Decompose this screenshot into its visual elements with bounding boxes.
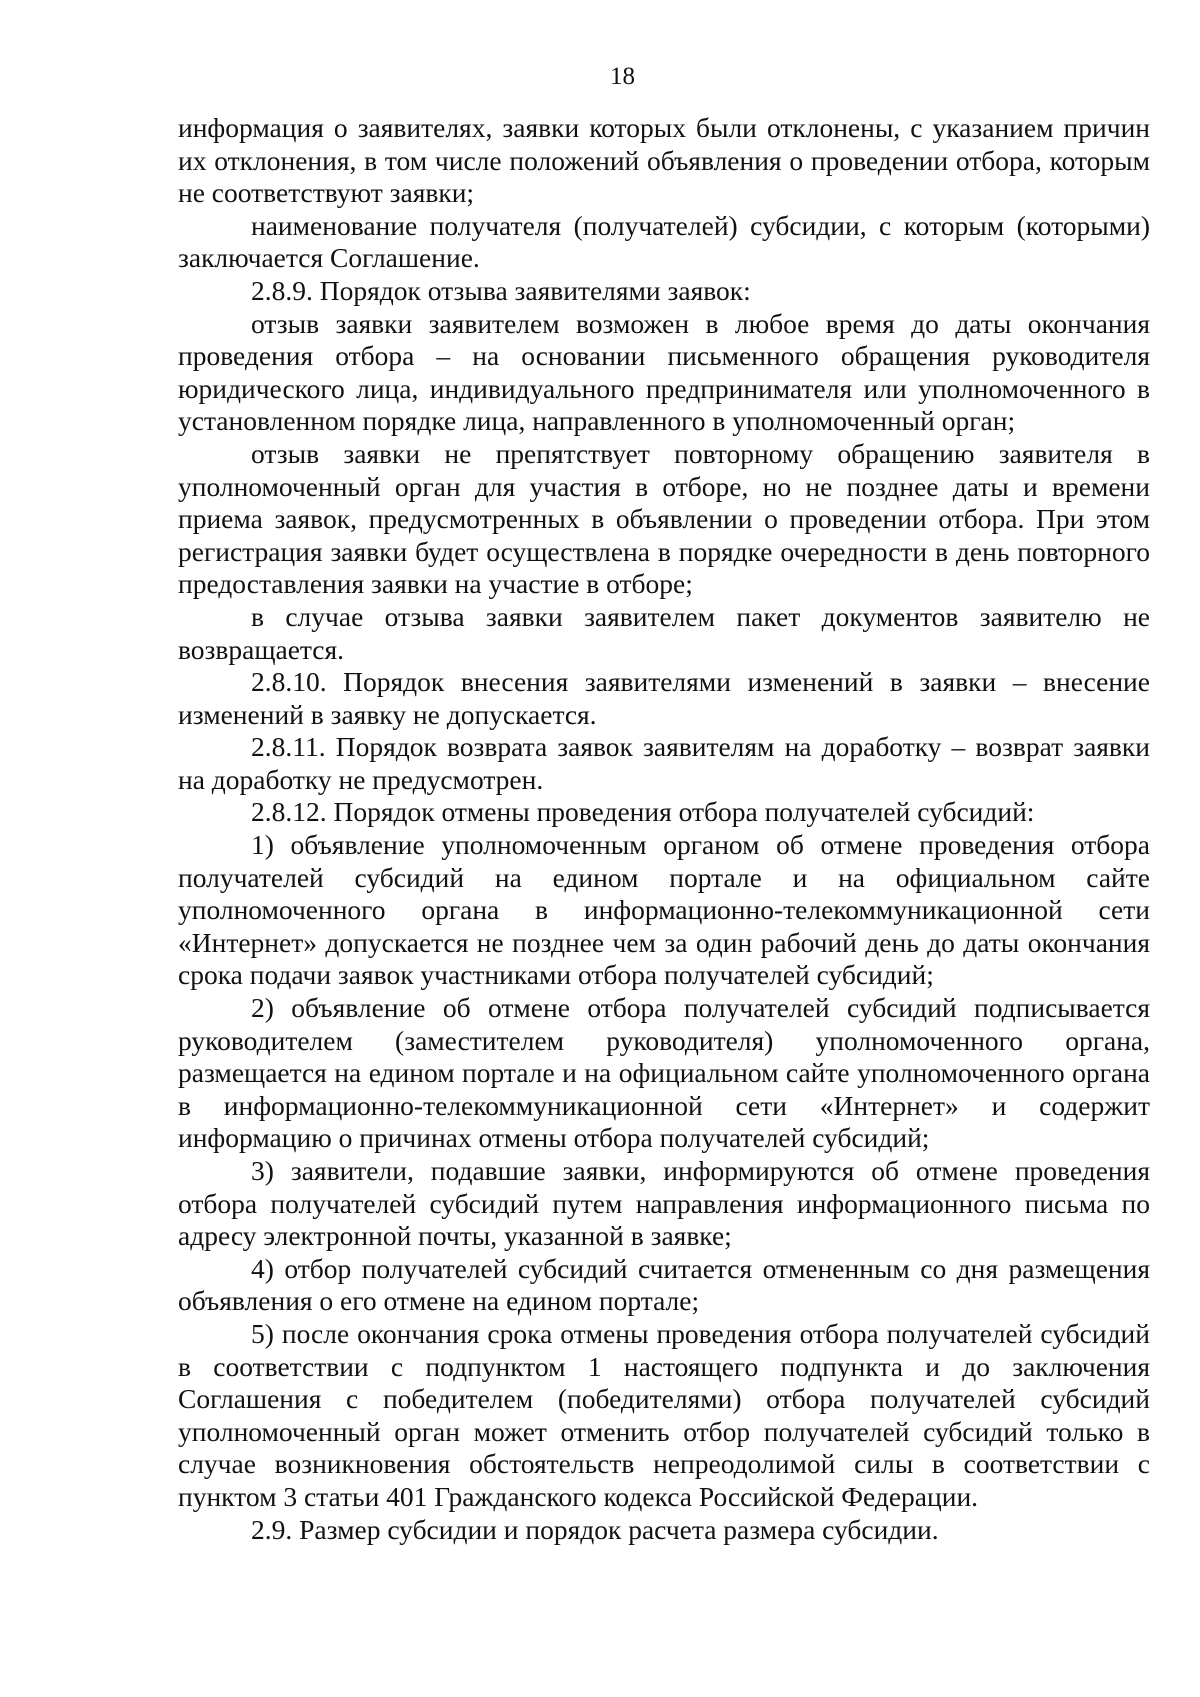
paragraph-recipient-name: наименование получателя (получателей) субсидии, с которым (которыми) заключается Соглашение. <box>178 209 1150 274</box>
list-item-3: 3) заявители, подавшие заявки, информируются об отмене проведения отбора получателей субсидий путем направления информационного письма по адресу электронной почты, указанной в заявке; <box>178 1155 1150 1252</box>
section-heading-2-8-12: 2.8.12. Порядок отмены проведения отбора получателей субсидий: <box>251 796 1035 828</box>
section-heading-2-8-9: 2.8.9. Порядок отзыва заявителями заявок: <box>251 274 751 306</box>
section-heading-2-9: 2.9. Размер субсидии и порядок расчета размера субсидии. <box>251 1513 939 1545</box>
document-body <box>178 112 1150 1546</box>
section-heading-2-8-10: 2.8.10. Порядок внесения заявителями изменений в заявки – внесение изменений в заявку не допускается. <box>178 666 1150 730</box>
paragraph-documents-not-returned: в случае отзыва заявки заявителем пакет документов заявителю не возвращается. <box>178 600 1150 665</box>
list-item-1: 1) объявление уполномоченным органом об отмене проведения отбора получателей субсидий на едином портале и на официальном сайте уполномоченного органа в информационно-телекоммуникационной сети «Интернет» допускается не позднее чем за один рабочий день до даты окончания срока подачи заявок участниками отбора получателей субсидий; <box>178 829 1150 991</box>
paragraph-rejected-applicants-info: информация о заявителях, заявки которых были отклонены, с указанием причин их отклонения, в том числе положений объявления о проведении отбора, которым не соответствуют заявки; <box>178 112 1150 209</box>
list-item-4: 4) отбор получателей субсидий считается отмененным со дня размещения объявления о его отмене на едином портале; <box>178 1252 1150 1317</box>
paragraph-withdrawal-any-time: отзыв заявки заявителем возможен в любое время до даты окончания проведения отбора – на основании письменного обращения руководителя юридического лица, индивидуального предпринимателя или уполномоченного в установленном порядке лица, направленного в уполномоченный орган; <box>178 307 1150 437</box>
list-item-2: 2) объявление об отмене отбора получателей субсидий подписывается руководителем (заместителем руководителя) уполномоченного органа, размещается на едином портале и на официальном сайте уполномоченного органа в информационно-телекоммуникационной сети «Интернет» и содержит информацию о причинах отмены отбора получателей субсидий; <box>178 992 1150 1154</box>
page-number: 18 <box>610 63 635 90</box>
paragraph-withdrawal-resubmission: отзыв заявки не препятствует повторному обращению заявителя в уполномоченный орган для участия в отборе, но не позднее даты и времени приема заявок, предусмотренных в объявлении о проведении отбора. При этом регистрация заявки будет осуществлена в порядке очередности в день повторного предоставления заявки на участие в отборе; <box>178 437 1150 600</box>
section-heading-2-8-11: 2.8.11. Порядок возврата заявок заявителям на доработку – возврат заявки на доработку не предусмотрен. <box>178 731 1150 795</box>
list-item-5: 5) после окончания срока отмены проведения отбора получателей субсидий в соответствии с подпунктом 1 настоящего подпункта и до заключения Соглашения с победителем (победителями) отбора получателей субсидий уполномоченный орган может отменить отбор получателей субсидий только в случае возникновения обстоятельств непреодолимой силы в соответствии с пунктом 3 статьи 401 Гражданского кодекса Российской Федерации. <box>178 1317 1150 1512</box>
